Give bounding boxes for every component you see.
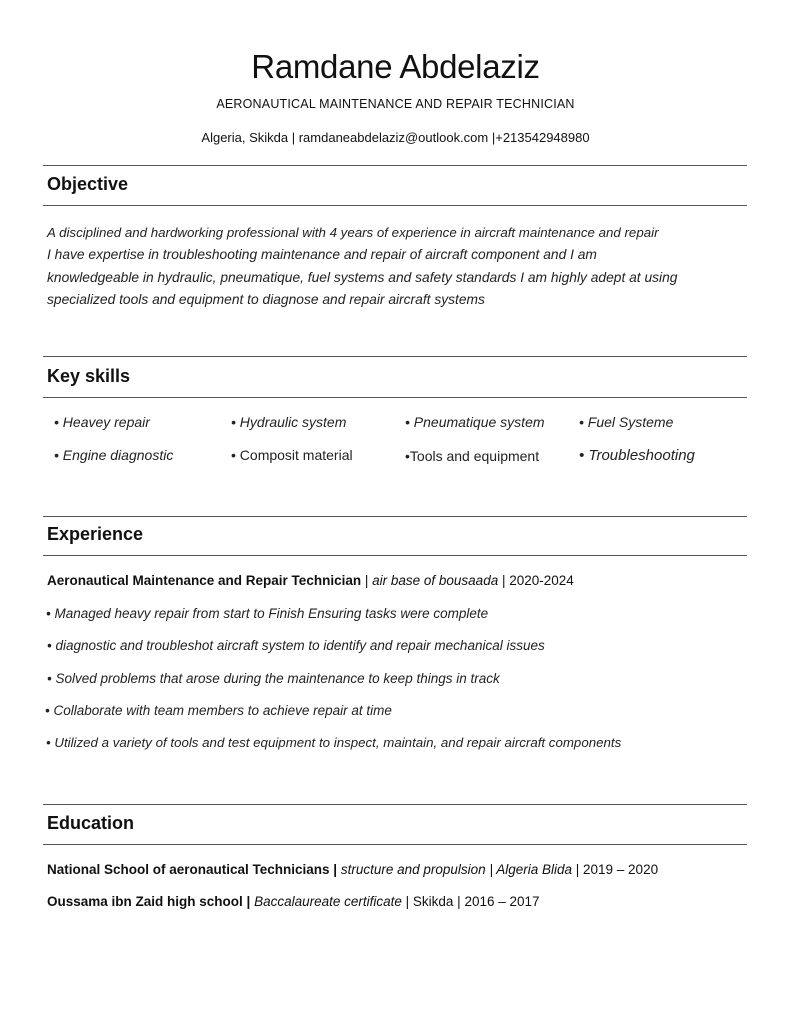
divider [43, 165, 747, 166]
skill-item: • Engine diagnostic [54, 447, 174, 463]
school-name: Oussama ibn Zaid high school | [47, 894, 251, 909]
divider [43, 804, 747, 805]
education-heading: Education [47, 813, 135, 833]
experience-heading: Experience [47, 524, 144, 544]
skill-item: •Tools and equipment [405, 448, 540, 464]
objective-text [47, 222, 747, 311]
divider [43, 844, 747, 845]
education-details: | 2019 – 2020 [572, 862, 659, 877]
experience-bullet: • Utilized a variety of tools and test equipment to inspect, maintain, and repair aircraft components [46, 735, 622, 750]
education-details: | Skikda | 2016 – 2017 [401, 894, 540, 909]
candidate-name: Ramdane Abdelaziz [251, 48, 540, 85]
divider [43, 356, 747, 357]
job-dates: 2020-2024 [509, 573, 574, 588]
divider [43, 205, 747, 206]
experience-bullet: • Collaborate with team members to achieve repair at time [45, 703, 392, 718]
skill-item: • Composit material [231, 447, 353, 463]
education-entry [47, 894, 540, 909]
job-entry [47, 573, 574, 588]
objective-line: knowledgeable in hydraulic, pneumatique, fuel systems and safety standards I am highly adept at using [47, 269, 678, 285]
skills-heading: Key skills [47, 366, 131, 386]
skill-item: • Pneumatique system [405, 414, 545, 430]
study-field: Baccalaureate certificate [254, 894, 402, 909]
objective-line: I have expertise in troubleshooting maintenance and repair of aircraft component and I am [47, 247, 597, 263]
objective-heading: Objective [47, 174, 129, 194]
job-role: Aeronautical Maintenance and Repair Technician [47, 573, 362, 588]
job-organization: air base of bousaada [372, 573, 499, 588]
education-entry [47, 862, 658, 877]
separator: | [361, 573, 373, 588]
skill-item: • Heavey repair [54, 414, 150, 430]
experience-bullet: • Solved problems that arose during the maintenance to keep things in track [47, 671, 500, 686]
job-title: AERONAUTICAL MAINTENANCE AND REPAIR TECHNICIAN [216, 97, 575, 111]
divider [43, 516, 747, 517]
experience-bullet: • Managed heavy repair from start to Finish Ensuring tasks were complete [46, 606, 489, 621]
divider [43, 397, 747, 398]
skill-item: • Troubleshooting [579, 447, 695, 464]
skill-item: • Fuel Systeme [579, 414, 674, 430]
separator: | [498, 573, 510, 588]
divider [43, 555, 747, 556]
skill-item: • Hydraulic system [231, 414, 347, 430]
study-field: structure and propulsion | Algeria Blida [340, 862, 572, 877]
objective-line: specialized tools and equipment to diagnose and repair aircraft systems [47, 291, 485, 307]
contact-info: Algeria, Skikda | ramdaneabdelaziz@outlook.com |+213542948980 [201, 130, 590, 145]
school-name: National School of aeronautical Technicians | [47, 862, 338, 877]
objective-line: A disciplined and hardworking professional with 4 years of experience in aircraft maintenance and repair [47, 225, 659, 240]
experience-bullet: • diagnostic and troubleshot aircraft system to identify and repair mechanical issues [47, 638, 545, 653]
